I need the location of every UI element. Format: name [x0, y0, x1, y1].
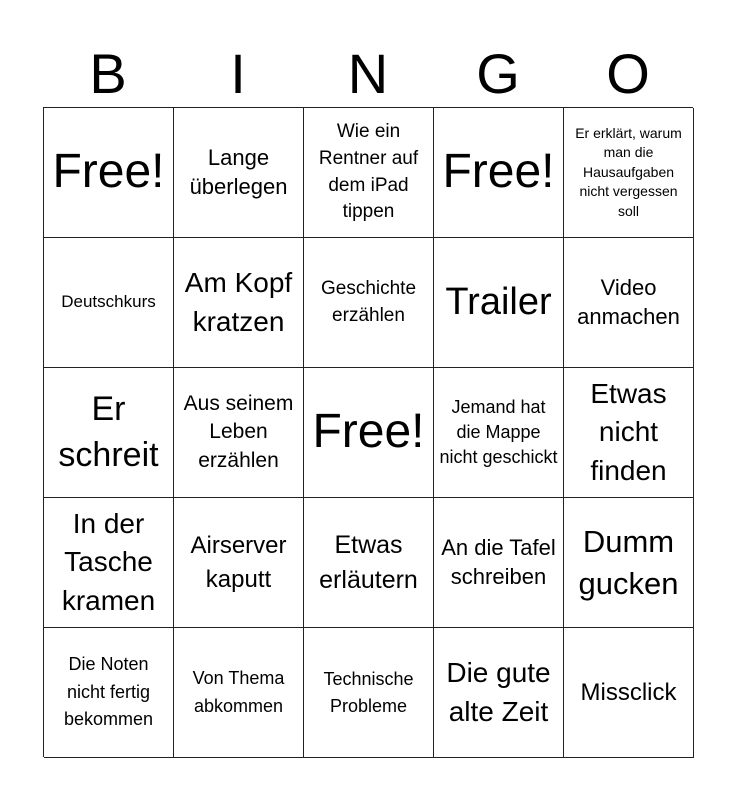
- bingo-cell[interactable]: [174, 498, 304, 628]
- bingo-cell[interactable]: [304, 238, 434, 368]
- bingo-cell[interactable]: [564, 238, 694, 368]
- cell-text: Airserver kaputt: [190, 531, 287, 593]
- bingo-cell[interactable]: [304, 368, 434, 498]
- cell-text: Etwas erläutern: [319, 530, 418, 594]
- cell-text: Deutschkurs: [61, 292, 156, 312]
- cell-text: Jemand hat die Mappe nicht geschickt: [439, 396, 558, 468]
- cell-text: Free!: [312, 405, 425, 459]
- bingo-cell[interactable]: [174, 368, 304, 498]
- bingo-cell[interactable]: [434, 368, 564, 498]
- bingo-cell[interactable]: [304, 108, 434, 238]
- cell-text: Geschichte erzählen: [320, 277, 417, 326]
- bingo-cell[interactable]: [304, 628, 434, 758]
- bingo-cell[interactable]: [44, 108, 174, 238]
- cell-text: Von Thema abkommen: [192, 667, 285, 716]
- cell-text: Am Kopf kratzen: [184, 266, 293, 337]
- cell-text: Technische Probleme: [323, 669, 414, 716]
- cell-text: Trailer: [445, 280, 552, 323]
- bingo-cell[interactable]: [434, 108, 564, 238]
- bingo-cell[interactable]: [564, 498, 694, 628]
- bingo-cell[interactable]: [434, 498, 564, 628]
- bingo-header: [43, 40, 693, 108]
- bingo-cell[interactable]: [564, 628, 694, 758]
- cell-text: Dumm gucken: [578, 523, 679, 601]
- header-letter-g: G: [476, 42, 520, 105]
- cell-text: Free!: [52, 145, 165, 199]
- cell-text: Aus seinem Leben erzählen: [183, 391, 294, 472]
- bingo-cell[interactable]: [304, 498, 434, 628]
- cell-text: Die gute alte Zeit: [446, 656, 551, 727]
- cell-text: Lange überlegen: [189, 144, 288, 199]
- cell-text: In der Tasche kramen: [61, 507, 156, 616]
- cell-text: Etwas nicht finden: [590, 377, 667, 486]
- cell-text: Video anmachen: [577, 274, 680, 329]
- bingo-cell[interactable]: [434, 238, 564, 368]
- bingo-cell[interactable]: [174, 238, 304, 368]
- header-letter-i: I: [230, 42, 246, 105]
- bingo-cell[interactable]: [44, 238, 174, 368]
- bingo-cell[interactable]: [564, 108, 694, 238]
- header-letter-n: N: [347, 42, 389, 105]
- cell-text: Er erklärt, warum man die Hausaufgaben nicht vergessen soll: [575, 124, 682, 219]
- header-letter-b: B: [89, 42, 127, 105]
- bingo-cell[interactable]: [174, 628, 304, 758]
- bingo-grid: [43, 107, 693, 757]
- bingo-cell[interactable]: [174, 108, 304, 238]
- bingo-cell[interactable]: [44, 498, 174, 628]
- header-letter-o: O: [606, 42, 650, 105]
- bingo-cell[interactable]: [564, 368, 694, 498]
- cell-text: Die Noten nicht fertig bekommen: [63, 653, 154, 730]
- cell-text: Er schreit: [58, 389, 159, 474]
- cell-text: Free!: [442, 145, 555, 199]
- cell-text: Missclick: [580, 678, 677, 706]
- bingo-cell[interactable]: [44, 628, 174, 758]
- cell-text: Wie ein Rentner auf dem iPad tippen: [318, 121, 419, 223]
- bingo-cell[interactable]: [44, 368, 174, 498]
- cell-text: An die Tafel schreiben: [441, 534, 556, 589]
- bingo-cell[interactable]: [434, 628, 564, 758]
